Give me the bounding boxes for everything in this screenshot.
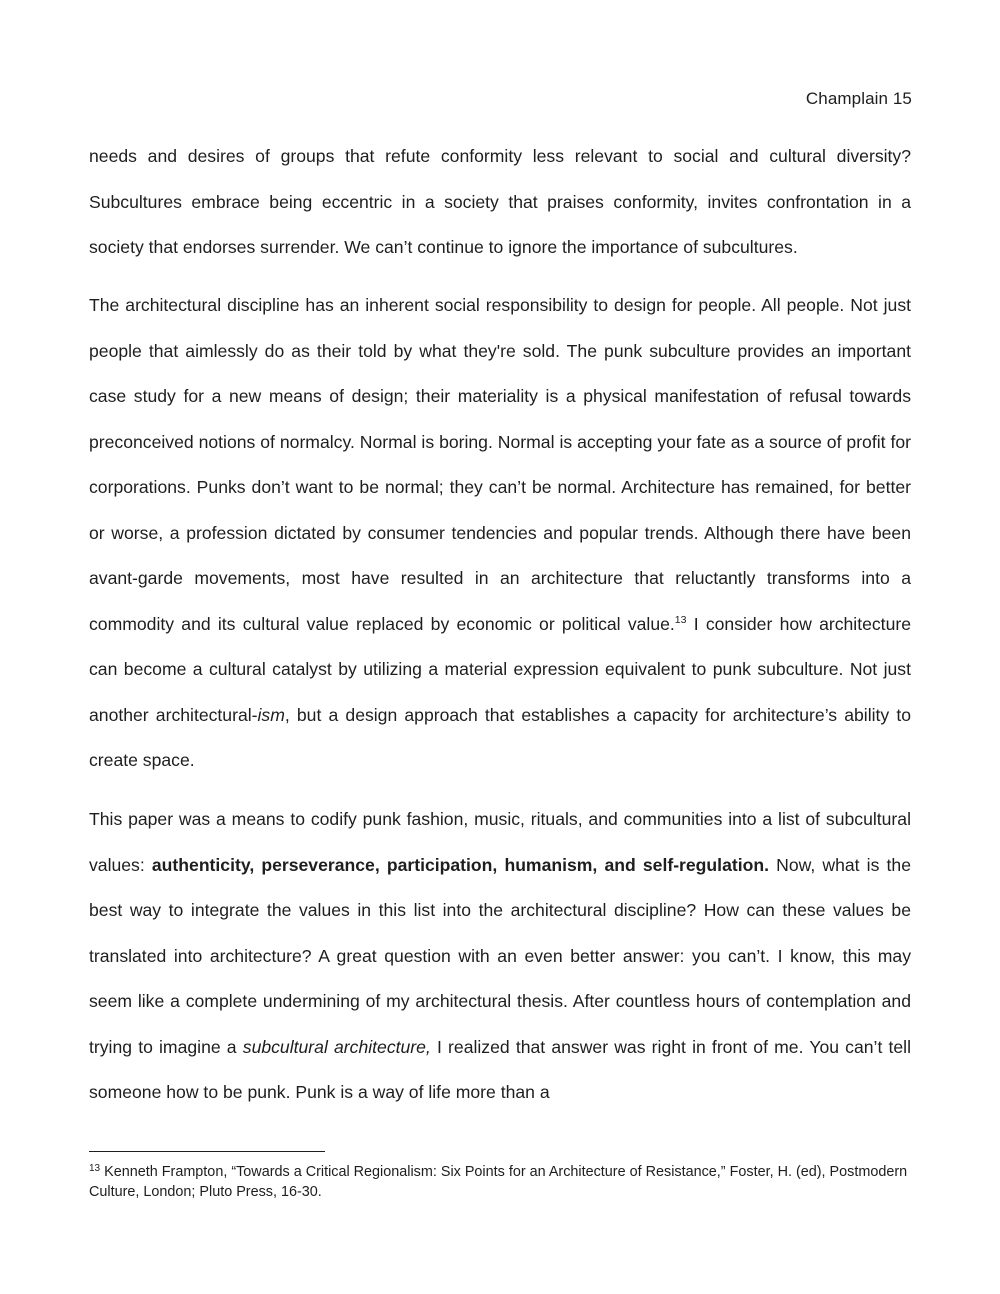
running-head: Champlain 15 xyxy=(805,89,912,108)
paragraph-3-text-a: This paper was a means to codify punk fashion, music, rituals, and communities into a list of subcultural values: xyxy=(89,809,911,875)
paragraph-1: needs and desires of groups that refute conformity less relevant to social and cultural diversity? Subcultures embrace being eccentric in a society that praises conformity, invites confrontation in a society that endorses surrender. We can’t continue to ignore the importance of subcultures. xyxy=(89,146,911,257)
paragraph-2-text-c: , but a design approach that establishes a capacity for architecture’s ability to create space. xyxy=(89,704,912,770)
footnote-number: 13 xyxy=(89,1163,101,1174)
paragraph-2-text-b: I consider how architecture can become a cultural catalyst by utilizing a material expression equivalent to punk subculture. Not just another architectural- xyxy=(89,613,911,725)
paragraph-3 xyxy=(89,797,911,1116)
paragraph-3-text-b: Now, what is the best way to integrate the values in this list into the architectural discipline? How can these values be translated into architecture? A great question with an even better answer: you can’t. I know, this may seem like a complete undermining of my architectural thesis. After countless hours of contemplation and trying to imagine a xyxy=(89,854,911,1057)
footnote-separator xyxy=(89,1151,325,1152)
paragraph-3-italic-term: subcultural architecture, xyxy=(242,1036,431,1057)
footnote-text: Kenneth Frampton, “Towards a Critical Regionalism: Six Points for an Architecture of Resistance,” Foster, H. (ed), Postmodern Culture, London; Pluto Press, 16-30. xyxy=(89,1164,908,1200)
subcultural-values-list: authenticity, perseverance, participation, humanism, and self-regulation. xyxy=(151,854,769,875)
footnote-13 xyxy=(89,1162,911,1202)
footnote-reference-13: 13 xyxy=(674,613,687,626)
paragraph-2-text-a: The architectural discipline has an inherent social responsibility to design for people. All people. Not just people that aimlessly do as their told by what they're sold. The punk subculture provides an important case study for a new means of design; their materiality is a physical manifestation of refusal towards preconceived notions of normalcy. Normal is boring. Normal is accepting your fate as a source of profit for corporations. Punks don’t want to be normal; they can’t be normal. Architecture has remained, for better or worse, a profession dictated by consumer tendencies and popular trends. Although there have been avant-garde movements, most have resulted in an architecture that reluctantly transforms into a commodity and its cultural value replaced by economic or political value. xyxy=(89,295,911,634)
paragraph-3-text-c: I realized that answer was right in front of me. You can’t tell someone how to be punk. Punk is a way of life more than a xyxy=(89,1036,911,1102)
paragraph-2-italic-ism: ism xyxy=(257,704,285,725)
paragraph-2 xyxy=(89,283,911,784)
